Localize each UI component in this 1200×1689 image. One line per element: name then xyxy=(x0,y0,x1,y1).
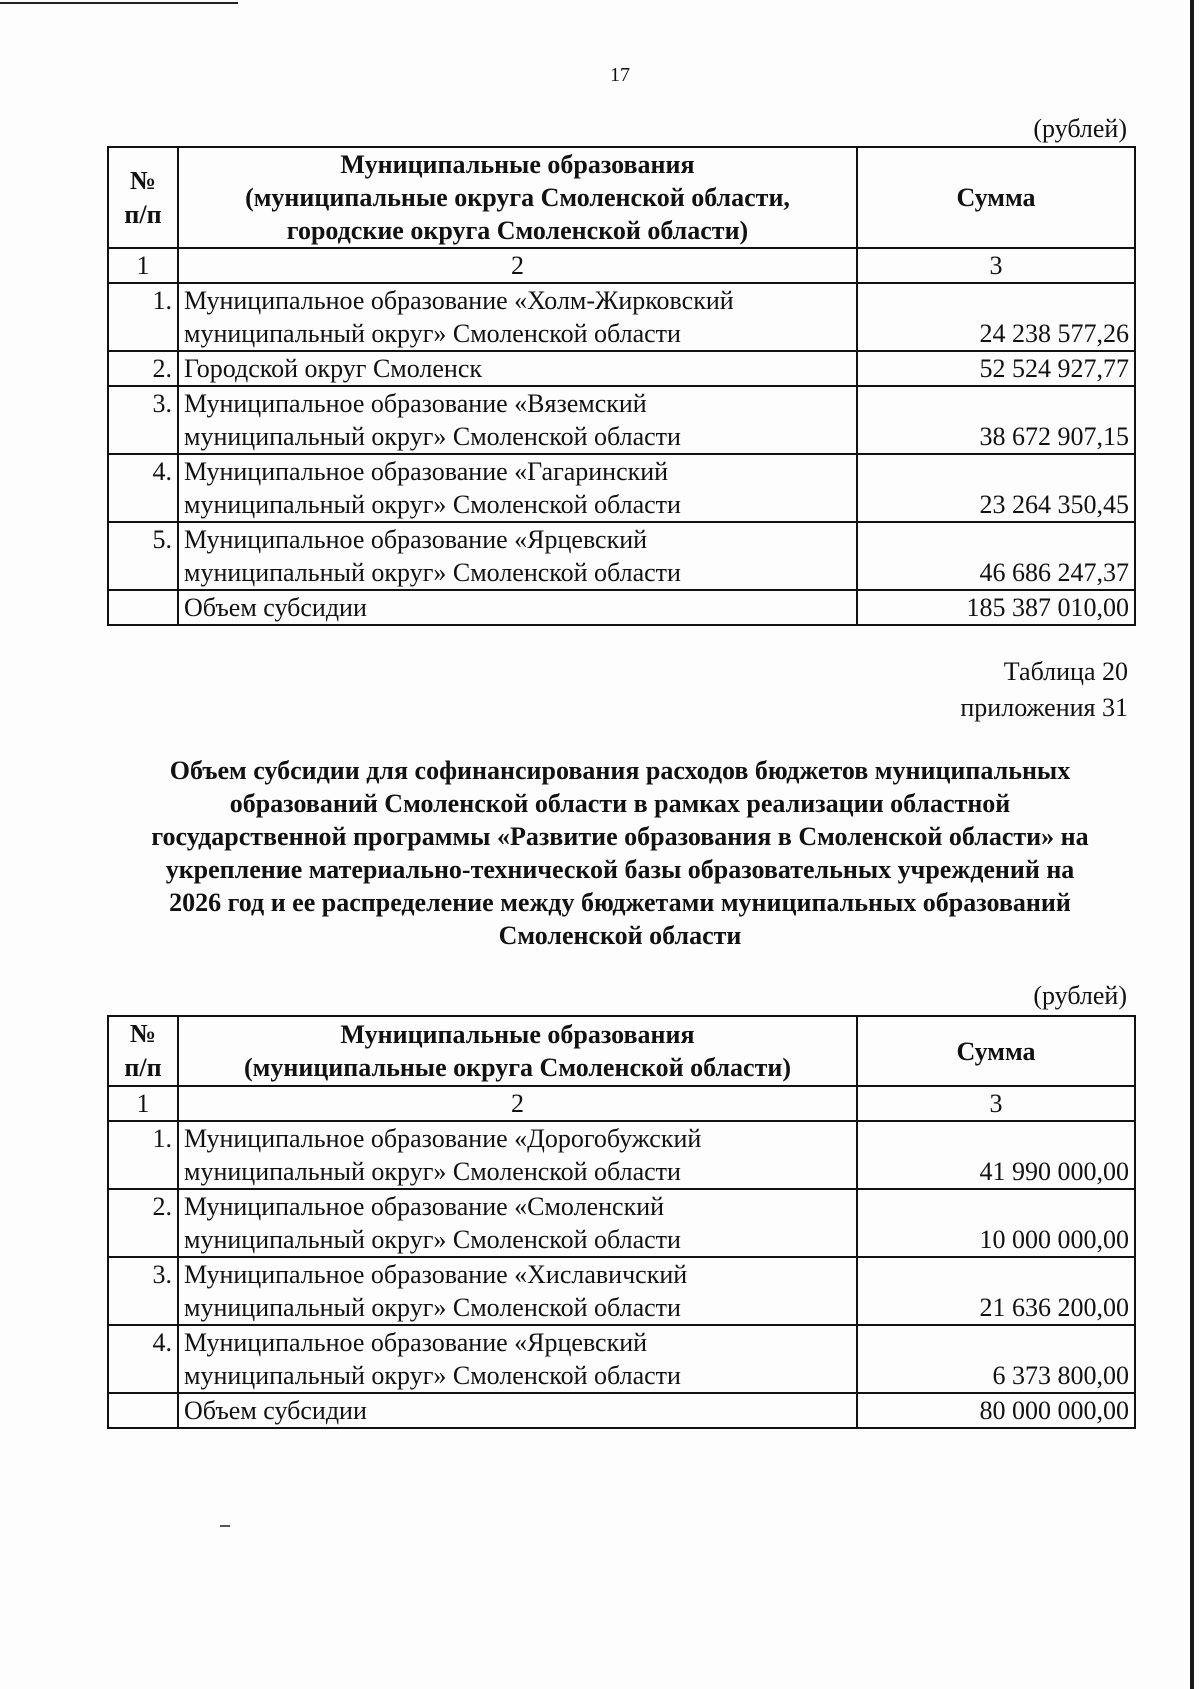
document-title: Объем субсидии для софинансирования расходов бюджетов муниципальных образований Смоленской области в рамках реализации областной государственной программы «Развитие образования в Смоленской области» на укрепление материально-технической базы образовательных учреждений на 2026 год и ее распределение между бюджетами муниципальных образований Смоленской области xyxy=(151,756,1089,950)
table2 xyxy=(107,1015,1136,1429)
table2-total-row: Объем субсидии 80 000 000,00 xyxy=(108,1393,1135,1428)
table-row: 2. Городской округ Смоленск 52 524 927,77 xyxy=(108,351,1135,386)
table-row: 1. Муниципальное образование «Дорогобужский муниципальный округ» Смоленской области 41 990 000,00 xyxy=(108,1121,1135,1189)
table2-header-num: № п/п xyxy=(108,1016,178,1086)
table1-header-name: Муниципальные образования (муниципальные округа Смоленской области, городские округа Смоленской области) xyxy=(178,147,857,248)
table1-total-row: Объем субсидии 185 387 010,00 xyxy=(108,590,1135,625)
scan-edge-line xyxy=(1190,0,1194,1689)
table-caption: Таблица 20 приложения 31 xyxy=(960,657,1128,722)
table2-column-numbers: 1 2 3 xyxy=(108,1086,1135,1121)
scan-mark xyxy=(220,1525,230,1527)
table-row: 3. Муниципальное образование «Вяземский муниципальный округ» Смоленской области 38 672 907,15 xyxy=(108,386,1135,454)
table2-header-sum: Сумма xyxy=(857,1016,1135,1086)
table1-header-num: № п/п xyxy=(108,147,178,248)
table-row: 5. Муниципальное образование «Ярцевский муниципальный округ» Смоленской области 46 686 247,37 xyxy=(108,522,1135,590)
table-row: 1. Муниципальное образование «Холм-Жирковский муниципальный округ» Смоленской области 24 238 577,26 xyxy=(108,283,1135,351)
table-row: 4. Муниципальное образование «Гагаринский муниципальный округ» Смоленской области 23 264 350,45 xyxy=(108,454,1135,522)
table1-column-numbers: 1 2 3 xyxy=(108,248,1135,283)
table-row: 2. Муниципальное образование «Смоленский муниципальный округ» Смоленской области 10 000 000,00 xyxy=(108,1189,1135,1257)
top-border-line xyxy=(0,2,238,4)
table1-header-sum: Сумма xyxy=(857,147,1135,248)
table1-unit: (рублей) xyxy=(1033,114,1127,143)
table2-unit: (рублей) xyxy=(1033,981,1127,1010)
table-row: 4. Муниципальное образование «Ярцевский муниципальный округ» Смоленской области 6 373 800,00 xyxy=(108,1325,1135,1393)
table1 xyxy=(107,146,1136,626)
table1-header-row xyxy=(108,147,1135,248)
table-row: 3. Муниципальное образование «Хиславичский муниципальный округ» Смоленской области 21 636 200,00 xyxy=(108,1257,1135,1325)
table2-header-row xyxy=(108,1016,1135,1086)
table2-header-name: Муниципальные образования (муниципальные округа Смоленской области) xyxy=(178,1016,857,1086)
page-number: 17 xyxy=(610,64,630,86)
